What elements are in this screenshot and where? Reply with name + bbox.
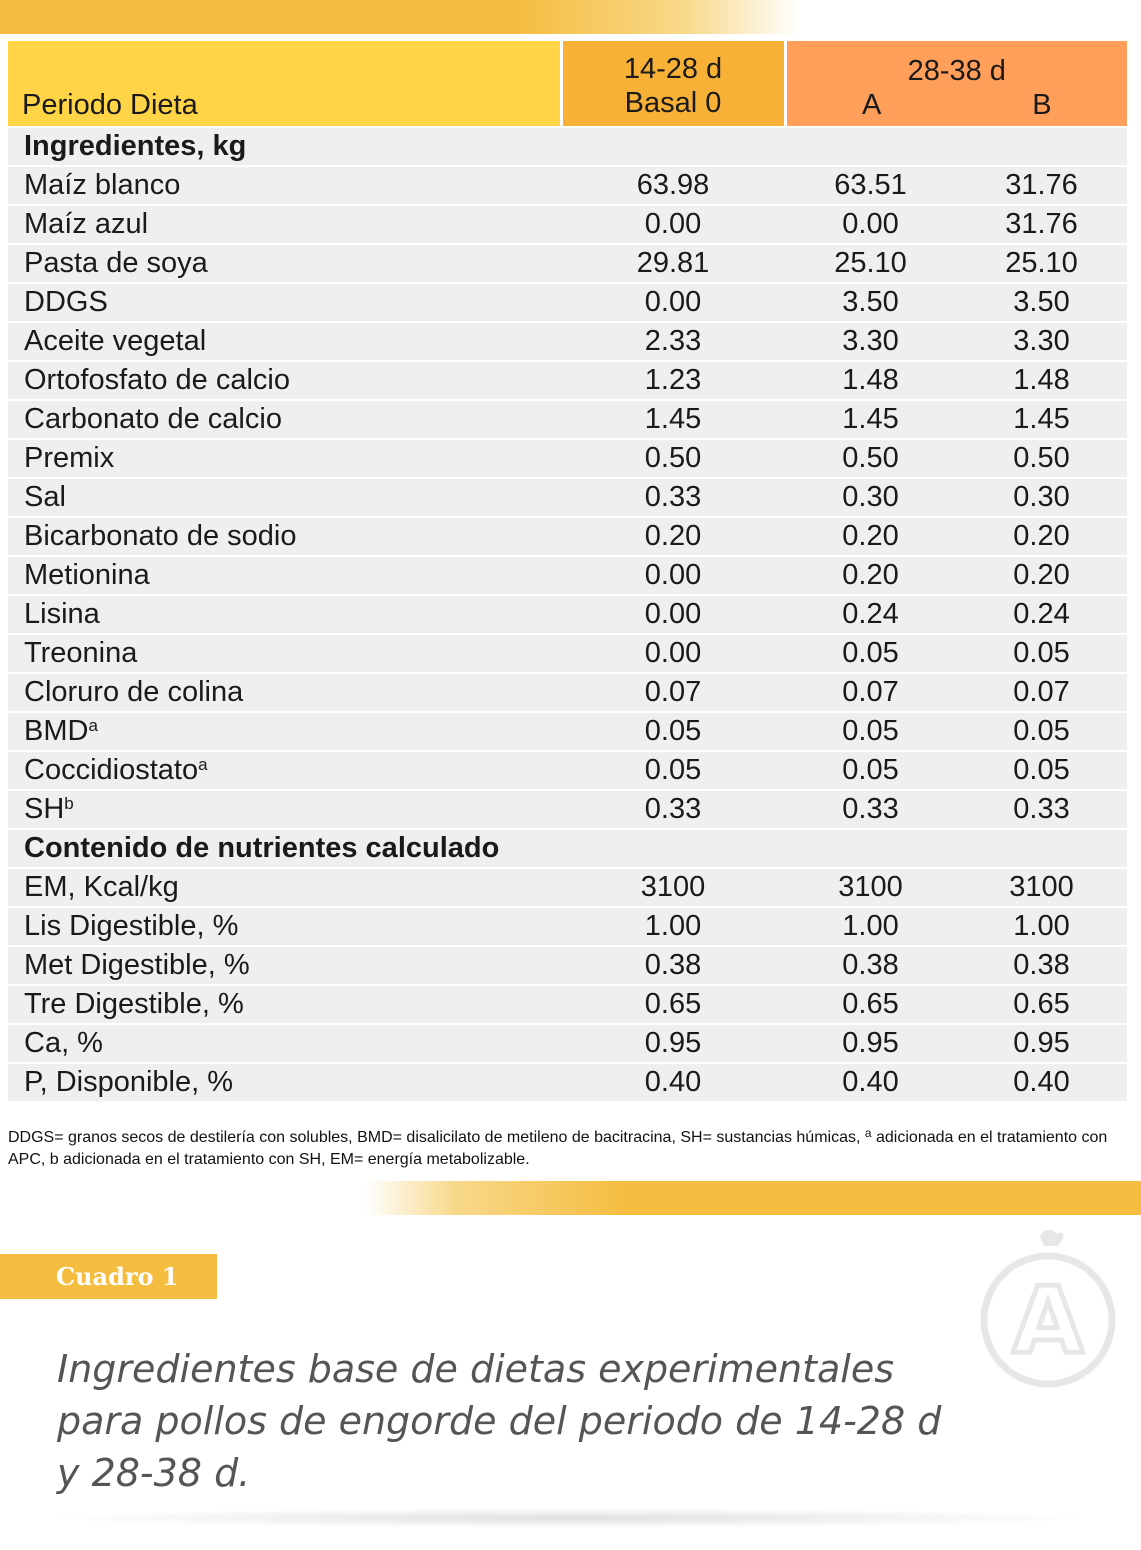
table-row — [8, 868, 1127, 907]
footnote-part1: DDGS= granos secos de destilería con solubles, BMD= disalicilato de metileno de bacitracina, SH= sustancias húmicas, — [8, 1129, 865, 1146]
cell-basal: 0.05 — [561, 712, 785, 751]
row-label — [8, 556, 561, 595]
row-name: Sal — [24, 481, 66, 513]
cell-a: 0.00 — [842, 208, 899, 240]
cell-period-2 — [785, 322, 1127, 361]
row-label — [8, 439, 561, 478]
cell-a: 1.00 — [842, 910, 899, 942]
row-label — [8, 322, 561, 361]
cell-basal: 0.07 — [561, 673, 785, 712]
section-row — [8, 829, 1127, 868]
row-label — [8, 400, 561, 439]
cell-basal: 29.81 — [561, 244, 785, 283]
row-label — [8, 361, 561, 400]
table-row — [8, 439, 1127, 478]
cell-b: 3.50 — [1013, 286, 1070, 318]
table-body — [8, 127, 1127, 1101]
table-row — [8, 751, 1127, 790]
cell-a: 25.10 — [834, 247, 907, 279]
cell-period-2 — [785, 400, 1127, 439]
cell-b: 3.30 — [1013, 325, 1070, 357]
cell-b: 31.76 — [1005, 208, 1078, 240]
row-label — [8, 595, 561, 634]
table-row — [8, 244, 1127, 283]
table-row — [8, 322, 1127, 361]
row-superscript: a — [198, 755, 208, 774]
row-name: Bicarbonato de sodio — [24, 520, 297, 552]
cell-b: 31.76 — [1005, 169, 1078, 201]
cell-b: 0.40 — [1013, 1066, 1070, 1098]
table-footnote — [8, 1127, 1138, 1171]
header-diet-period: Periodo Dieta — [8, 41, 561, 127]
cell-period-2 — [785, 205, 1127, 244]
cell-period-2 — [785, 439, 1127, 478]
cell-b: 0.05 — [1013, 715, 1070, 747]
cell-basal: 0.00 — [561, 205, 785, 244]
cell-a: 0.50 — [842, 442, 899, 474]
cell-period-2 — [785, 556, 1127, 595]
row-name: P, Disponible, % — [24, 1066, 234, 1098]
row-label — [8, 946, 561, 985]
cell-b: 3100 — [1009, 871, 1074, 903]
section-title: Ingredientes, kg — [8, 127, 1127, 166]
row-label — [8, 751, 561, 790]
cell-period-2 — [785, 1024, 1127, 1063]
header-p1-line2: Basal 0 — [624, 87, 722, 119]
row-label — [8, 205, 561, 244]
row-name: Premix — [24, 442, 115, 474]
cell-period-2 — [785, 634, 1127, 673]
table-row — [8, 673, 1127, 712]
table-row — [8, 1063, 1127, 1101]
row-label — [8, 907, 561, 946]
row-label — [8, 1063, 561, 1101]
cell-period-2 — [785, 166, 1127, 205]
cell-basal: 1.45 — [561, 400, 785, 439]
cell-b: 1.48 — [1013, 364, 1070, 396]
diet-table — [8, 41, 1127, 1101]
cell-b: 1.00 — [1013, 910, 1070, 942]
table-row — [8, 400, 1127, 439]
cell-a: 0.38 — [842, 949, 899, 981]
row-label — [8, 478, 561, 517]
cell-period-2 — [785, 907, 1127, 946]
cell-basal: 0.00 — [561, 283, 785, 322]
cell-a: 0.33 — [842, 793, 899, 825]
header-col-b: B — [1032, 89, 1052, 121]
cell-basal: 63.98 — [561, 166, 785, 205]
cell-period-2 — [785, 673, 1127, 712]
table-row — [8, 478, 1127, 517]
cell-basal: 0.00 — [561, 556, 785, 595]
header-p1-line1: 14-28 d — [623, 53, 723, 85]
row-label — [8, 673, 561, 712]
cell-a: 1.48 — [842, 364, 899, 396]
cell-b: 0.24 — [1013, 598, 1070, 630]
header-period-28-38 — [785, 41, 1127, 127]
row-name: Aceite vegetal — [24, 325, 207, 357]
cell-basal: 1.00 — [561, 907, 785, 946]
cell-a: 0.05 — [842, 715, 899, 747]
cell-period-2 — [785, 712, 1127, 751]
row-name: Maíz blanco — [24, 169, 181, 201]
row-name: Tre Digestible, % — [24, 988, 244, 1020]
cell-period-2 — [785, 283, 1127, 322]
table-row — [8, 790, 1127, 829]
table-row — [8, 1024, 1127, 1063]
cell-a: 0.65 — [842, 988, 899, 1020]
row-name: Treonina — [24, 637, 138, 669]
row-name: Lisina — [24, 598, 100, 630]
row-name: Coccidiostato — [24, 754, 199, 786]
cell-period-2 — [785, 946, 1127, 985]
cell-period-2 — [785, 478, 1127, 517]
diet-table-container — [8, 41, 1127, 1101]
cell-b: 0.33 — [1013, 793, 1070, 825]
cell-b: 0.95 — [1013, 1027, 1070, 1059]
header-p2-title: 28-38 d — [907, 55, 1006, 87]
cell-basal: 0.40 — [561, 1063, 785, 1101]
cell-period-2 — [785, 1063, 1127, 1101]
cell-basal: 0.33 — [561, 790, 785, 829]
cell-basal: 1.23 — [561, 361, 785, 400]
cell-period-2 — [785, 985, 1127, 1024]
cell-a: 3100 — [838, 871, 903, 903]
row-name: Met Digestible, % — [24, 949, 250, 981]
cell-a: 0.07 — [842, 676, 899, 708]
table-row — [8, 946, 1127, 985]
row-superscript: a — [88, 716, 98, 735]
header-period-14-28 — [561, 41, 785, 127]
table-row — [8, 166, 1127, 205]
cell-b: 0.20 — [1013, 520, 1070, 552]
table-row — [8, 361, 1127, 400]
cell-basal: 0.05 — [561, 751, 785, 790]
cell-a: 3.50 — [842, 286, 899, 318]
row-label — [8, 517, 561, 556]
cell-basal: 0.95 — [561, 1024, 785, 1063]
cell-basal: 0.65 — [561, 985, 785, 1024]
cell-a: 0.20 — [842, 520, 899, 552]
cell-a: 0.30 — [842, 481, 899, 513]
table-row — [8, 634, 1127, 673]
table-caption: Ingredientes base de dietas experimentales para pollos de engorde del periodo de 14-28 d y 28-38 d. — [57, 1347, 942, 1495]
row-name: SH — [24, 793, 65, 825]
section-row — [8, 127, 1127, 166]
bottom-decorative-bar — [0, 1181, 1141, 1215]
section-title: Contenido de nutrientes calculado — [8, 829, 1127, 868]
row-label — [8, 868, 561, 907]
cell-b: 0.07 — [1013, 676, 1070, 708]
cell-a: 0.20 — [842, 559, 899, 591]
row-name: EM, Kcal/kg — [24, 871, 179, 903]
cell-b: 0.50 — [1013, 442, 1070, 474]
table-row — [8, 556, 1127, 595]
brand-logo-icon — [978, 1218, 1118, 1393]
cell-b: 0.65 — [1013, 988, 1070, 1020]
header-col-a: A — [861, 89, 882, 121]
cell-b: 1.45 — [1013, 403, 1070, 435]
top-decorative-bar — [0, 0, 1141, 34]
cell-a: 0.05 — [842, 754, 899, 786]
cell-basal: 0.38 — [561, 946, 785, 985]
cell-period-2 — [785, 517, 1127, 556]
row-name: Pasta de soya — [24, 247, 208, 279]
header-p2-subcols — [787, 88, 1128, 122]
row-label — [8, 634, 561, 673]
cell-basal: 2.33 — [561, 322, 785, 361]
cell-b: 0.05 — [1013, 754, 1070, 786]
table-row — [8, 985, 1127, 1024]
row-label — [8, 283, 561, 322]
cell-basal: 0.00 — [561, 595, 785, 634]
row-name: Maíz azul — [24, 208, 149, 240]
row-label — [8, 166, 561, 205]
cell-basal: 0.33 — [561, 478, 785, 517]
cell-b: 0.38 — [1013, 949, 1070, 981]
cell-a: 0.05 — [842, 637, 899, 669]
table-row — [8, 517, 1127, 556]
cell-basal: 3100 — [561, 868, 785, 907]
caption-shadow — [40, 1508, 1100, 1528]
table-row — [8, 205, 1127, 244]
cell-period-2 — [785, 244, 1127, 283]
row-name: DDGS — [24, 286, 108, 318]
row-label — [8, 244, 561, 283]
cell-period-2 — [785, 751, 1127, 790]
cell-period-2 — [785, 595, 1127, 634]
footnote-sup-a: a — [864, 1126, 872, 1140]
table-header-row — [8, 41, 1127, 127]
cell-basal: 0.20 — [561, 517, 785, 556]
cell-a: 3.30 — [842, 325, 899, 357]
cell-b: 0.05 — [1013, 637, 1070, 669]
cell-a: 0.24 — [842, 598, 899, 630]
cell-basal: 0.50 — [561, 439, 785, 478]
cuadro-label: Cuadro 1 — [0, 1254, 217, 1299]
row-label — [8, 790, 561, 829]
cell-period-2 — [785, 361, 1127, 400]
row-superscript: b — [64, 794, 74, 813]
cell-a: 63.51 — [834, 169, 907, 201]
table-row — [8, 283, 1127, 322]
cell-a: 1.45 — [842, 403, 899, 435]
cell-b: 25.10 — [1005, 247, 1078, 279]
cell-a: 0.40 — [842, 1066, 899, 1098]
row-name: BMD — [24, 715, 89, 747]
cell-b: 0.30 — [1013, 481, 1070, 513]
row-name: Cloruro de colina — [24, 676, 244, 708]
row-name: Metionina — [24, 559, 150, 591]
row-name: Ortofosfato de calcio — [24, 364, 290, 396]
table-row — [8, 595, 1127, 634]
table-row — [8, 712, 1127, 751]
footnote-part2: adicionada en el tratamiento con APC, b adicionada en el tratamiento con SH, EM= energía metabolizable. — [8, 1129, 1108, 1168]
row-label — [8, 712, 561, 751]
row-name: Lis Digestible, % — [24, 910, 239, 942]
cell-b: 0.20 — [1013, 559, 1070, 591]
row-label — [8, 1024, 561, 1063]
cell-a: 0.95 — [842, 1027, 899, 1059]
row-name: Carbonato de calcio — [24, 403, 282, 435]
cell-basal: 0.00 — [561, 634, 785, 673]
table-row — [8, 907, 1127, 946]
cell-period-2 — [785, 868, 1127, 907]
logo-letter: A — [1012, 1267, 1084, 1374]
cell-period-2 — [785, 790, 1127, 829]
row-name: Ca, % — [24, 1027, 103, 1059]
row-label — [8, 985, 561, 1024]
